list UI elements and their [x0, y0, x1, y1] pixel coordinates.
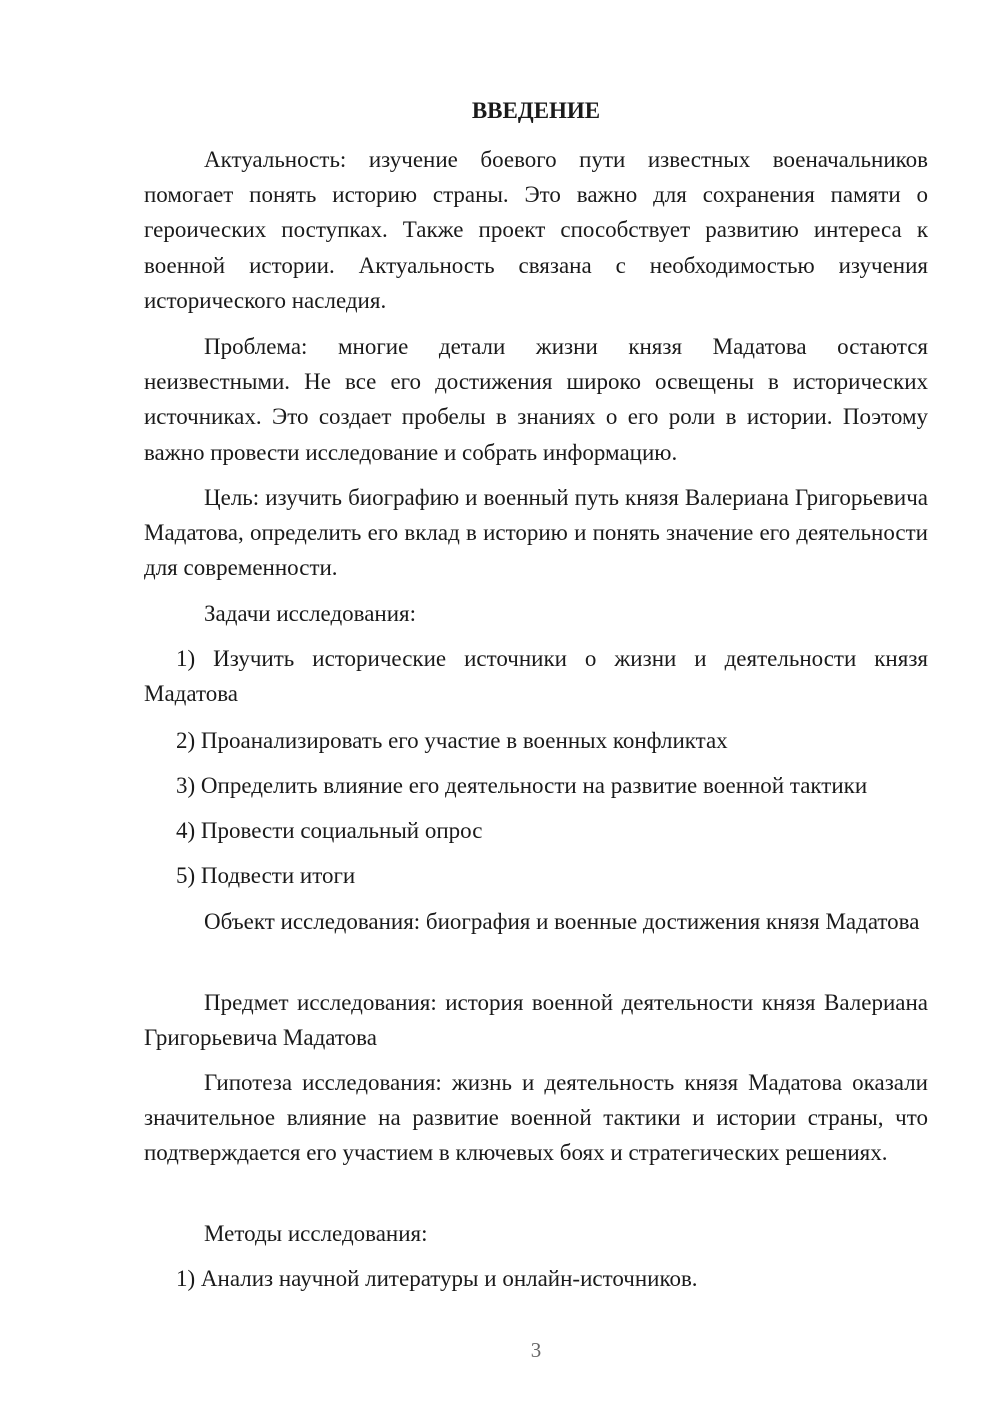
- paragraph-hypothesis: Гипотеза исследования: жизнь и деятельность князя Мадатова оказали значительное влияние на развитие военной тактики и истории страны, что подтверждается его участием в ключевых боях и стратегических решениях.: [144, 1070, 928, 1166]
- methods-heading: Методы исследования:: [204, 1221, 428, 1246]
- paragraph-subject: Предмет исследования: история военной деятельности князя Валериана Григорьевича Мадатова: [144, 990, 928, 1051]
- task-item-1: 1) Изучить исторические источники о жизни и деятельности князя Мадатова: [144, 646, 928, 707]
- task-item-4: 4) Провести социальный опрос: [176, 818, 483, 843]
- task-item-5: 5) Подвести итоги: [176, 863, 356, 888]
- paragraph-goal: Цель: изучить биографию и военный путь князя Валериана Григорьевича Мадатова, определить его вклад в историю и понять значение его деятельности для современности.: [144, 485, 928, 581]
- paragraph-problem: Проблема: многие детали жизни князя Мадатова остаются неизвестными. Не все его достижения широко освещены в исторических источниках. Это создает пробелы в знаниях о его роли в истории. Поэтому важно провести исследование и собрать информацию.: [144, 334, 928, 465]
- page-number: 3: [530, 1338, 542, 1362]
- method-item-1: 1) Анализ научной литературы и онлайн-источников.: [176, 1266, 698, 1291]
- task-item-3: 3) Определить влияние его деятельности на развитие военной тактики: [176, 773, 868, 798]
- paragraph-relevance: Актуальность: изучение боевого пути известных военачальников помогает понять историю страны. Это важно для сохранения памяти о героических поступках. Также проект способствует развитию интереса к военной истории. Актуальность связана с необходимостью изучения исторического наследия.: [144, 147, 928, 313]
- page-title: ВВЕДЕНИЕ: [471, 98, 601, 123]
- task-item-2: 2) Проанализировать его участие в военных конфликтах: [176, 728, 728, 753]
- tasks-heading: Задачи исследования:: [204, 601, 417, 626]
- paragraph-object: Объект исследования: биография и военные достижения князя Мадатова: [204, 909, 920, 934]
